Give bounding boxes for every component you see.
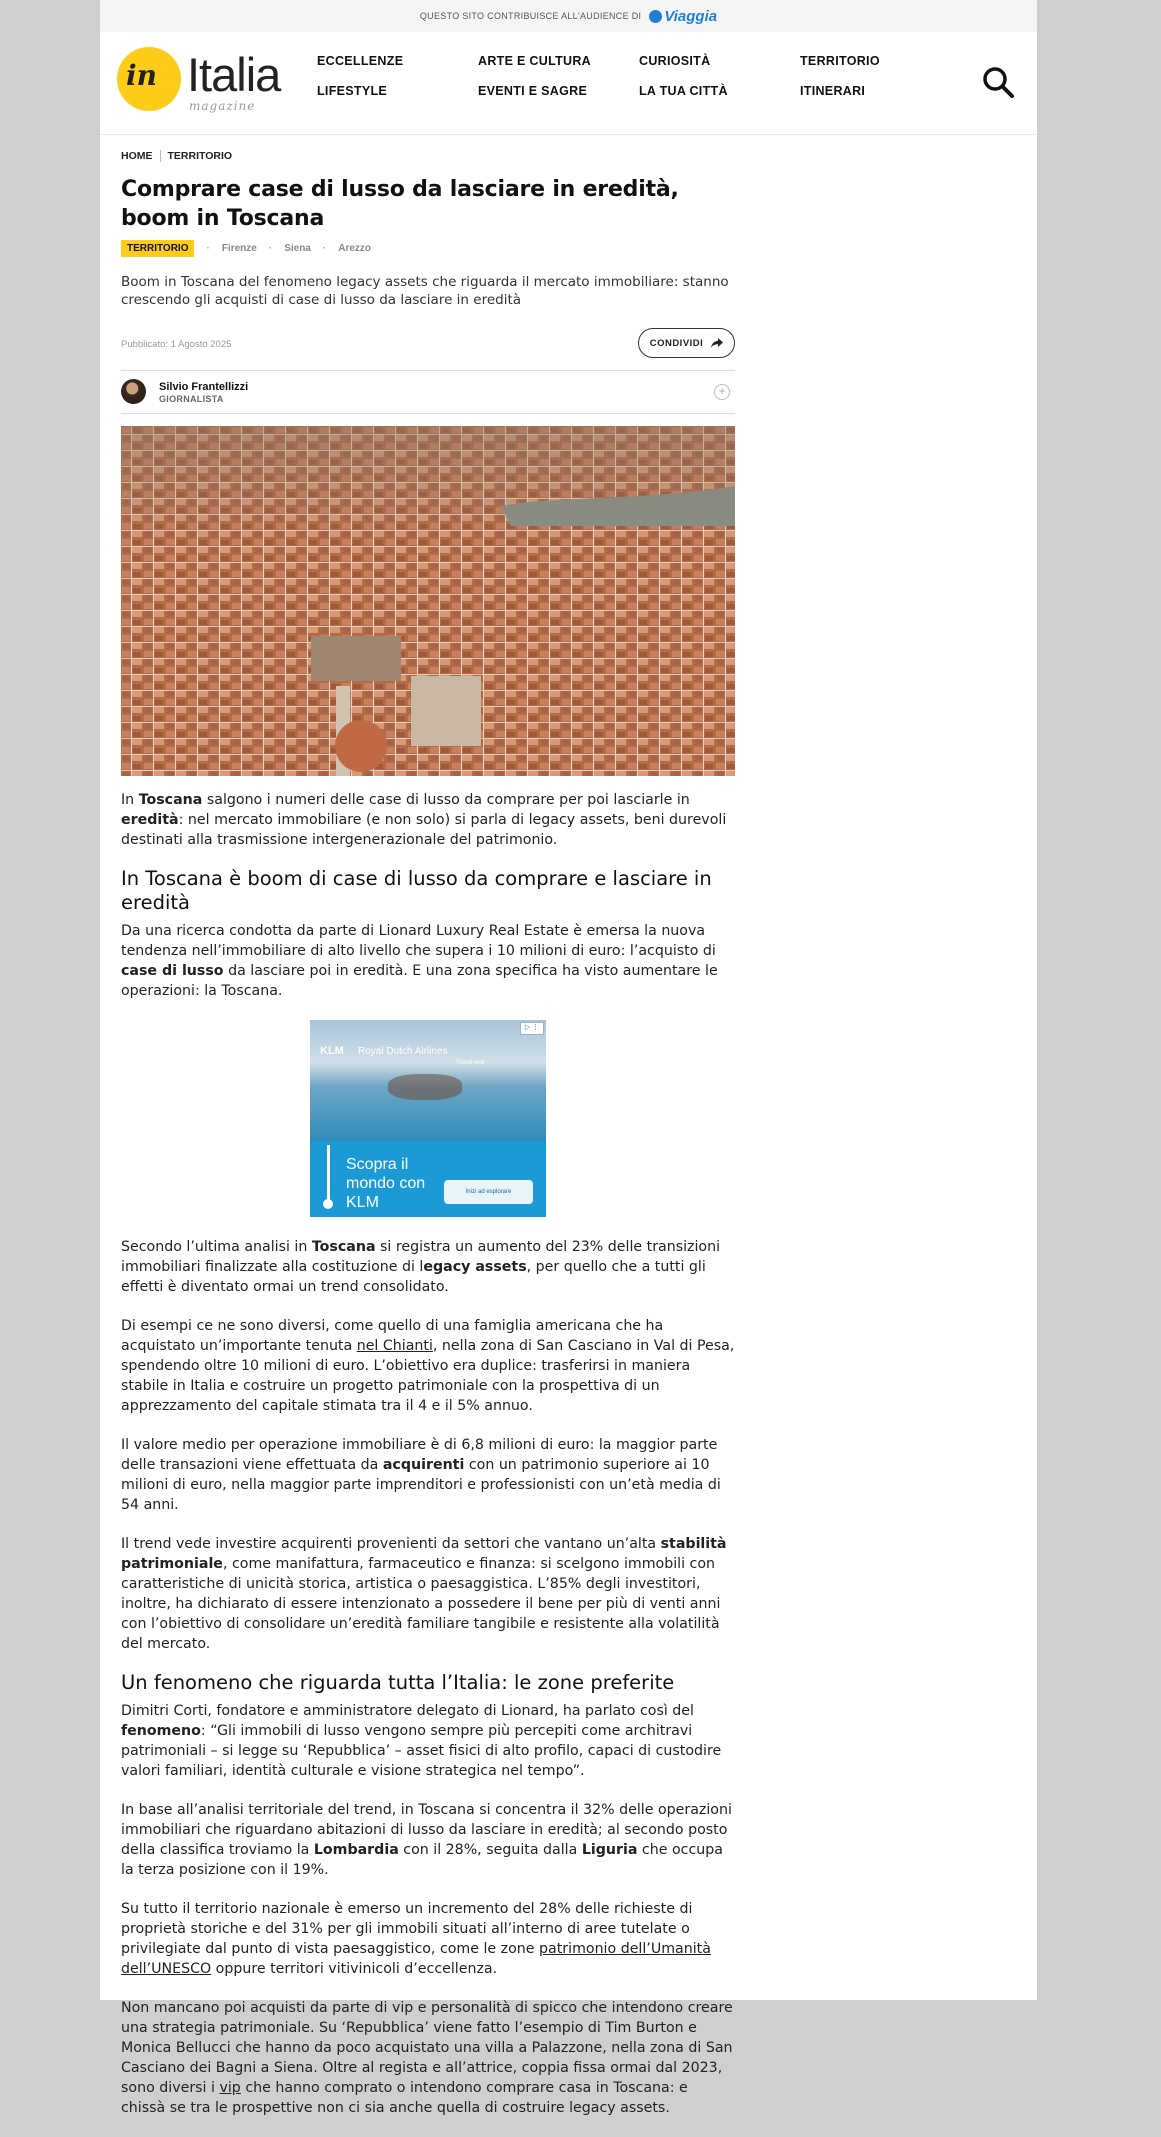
ad-swimmers bbox=[388, 1074, 462, 1100]
logo-in: in bbox=[126, 59, 157, 92]
nav-territorio[interactable]: TERRITORIO bbox=[800, 54, 880, 68]
page bbox=[100, 0, 1037, 2116]
hero-image bbox=[121, 426, 735, 776]
ad-sub: Travel well bbox=[456, 1060, 485, 1066]
section-heading: In Toscana è boom di case di lusso da comprare e lasciare in eredità bbox=[121, 867, 712, 914]
article-title: Comprare case di lusso da lasciare in eredità, boom in Toscana bbox=[121, 177, 679, 231]
nav-curiosita[interactable]: CURIOSITÀ bbox=[639, 54, 711, 68]
nav-eventi-e-sagre[interactable]: EVENTI E SAGRE bbox=[478, 84, 588, 98]
ad-dot bbox=[323, 1199, 333, 1209]
link-nel-chianti[interactable]: nel Chianti bbox=[356, 1338, 433, 1354]
site-header bbox=[100, 32, 1037, 135]
tag-arezzo[interactable]: · Arezzo bbox=[323, 243, 371, 254]
publish-row bbox=[121, 328, 735, 360]
article-body bbox=[121, 790, 735, 2118]
paragraph: Da una ricerca condotta da parte di Lionard Luxury Real Estate è emersa la nuova tendenza nell’immobiliare di alto livello che supera i 10 milioni di euro: l’acquisto di case di lusso da lasciare poi in eredità. E una zona specifica ha visto aumentare le operazioni: la Toscana. bbox=[121, 923, 718, 999]
logo-tagline: magazine bbox=[189, 99, 256, 113]
article bbox=[121, 150, 735, 2137]
plus-icon[interactable]: + bbox=[714, 384, 730, 400]
paragraph: Non mancano poi acquisti da parte di vip e personalità di spicco che intendono creare una strategia patrimoniale. Su ‘Repubblica’ viene fatto l’esempio di Tim Burton e Monica Bellucci che hanno da poco acquistato una villa a Palazzone, nella zona di San Casciano dei Bagni a Siena. Oltre al regista e all’attrice, coppia fissa ormai dal 2023, sono diversi i vip che hanno comprato o intendono comprare casa in Toscana: e chissà se tra le prospettive non ci sia anche quella di costruire legacy assets. bbox=[121, 2000, 733, 2116]
article-lead: Boom in Toscana del fenomeno legacy assets che riguarda il mercato immobiliare: stanno crescendo gli acquisti di case di lusso da lasciare in eredità bbox=[121, 274, 729, 308]
ad-cta-button[interactable]: Inizi ad esplorare bbox=[444, 1180, 533, 1204]
ad-line bbox=[327, 1145, 330, 1203]
nav-lifestyle[interactable]: LIFESTYLE bbox=[317, 84, 388, 98]
paragraph: Il valore medio per operazione immobiliare è di 6,8 milioni di euro: la maggior parte delle transazioni viene effettuata da acquirenti con un patrimonio superiore ai 10 milioni di euro, nella maggior parte imprenditori e professionisti con un’età media di 54 anni. bbox=[121, 1437, 721, 1513]
main-nav bbox=[317, 54, 961, 98]
nav-arte-e-cultura[interactable]: ARTE E CULTURA bbox=[478, 54, 591, 68]
paragraph: Di esempi ce ne sono diversi, come quello di una famiglia americana che ha acquistato un’importante tenuta nel Chianti, nella zona di San Casciano in Val di Pesa, spendendo oltre 10 milioni di euro. L’obiettivo era duplice: trasferirsi in maniera stabile in Italia e costruire un progetto patrimoniale con la prospettiva di un apprezzamento del capitale stimata tra il 4 e il 5% annuo. bbox=[121, 1318, 735, 1414]
klm-ad-banner[interactable] bbox=[310, 1020, 546, 1217]
paragraph: In Toscana salgono i numeri delle case di lusso da comprare per poi lasciarle in eredità: nel mercato immobiliare (e non solo) si parla di legacy assets, beni durevoli destinati alla trasmissione intergenerazionale del patrimonio. bbox=[121, 792, 727, 848]
article-tags bbox=[121, 240, 735, 257]
avatar[interactable] bbox=[121, 379, 146, 404]
breadcrumb bbox=[121, 150, 735, 162]
nav-la-tua-citta[interactable]: LA TUA CITTÀ bbox=[639, 84, 728, 98]
breadcrumb-divider bbox=[160, 150, 161, 162]
share-button[interactable] bbox=[638, 328, 735, 358]
search-icon[interactable] bbox=[981, 65, 1015, 99]
viaggia-logo[interactable]: Viaggia bbox=[649, 8, 717, 25]
viaggia-logo-icon bbox=[649, 10, 662, 23]
author-role: GIORNALISTA bbox=[159, 394, 224, 404]
author-box bbox=[121, 370, 735, 414]
paragraph: Dimitri Corti, fondatore e amministratore delegato di Lionard, ha parlato così del fenomeno: “Gli immobili di lusso vengono sempre più percepiti come architravi patrimoniali – si legge su ‘Repubblica’ – asset fisici di alto profilo, capaci di custodire valori familiari, identità culturale e visione strategica nel tempo”. bbox=[121, 1703, 722, 1779]
ad-airline: Royal Dutch Airlines bbox=[358, 1046, 448, 1057]
nav-itinerari[interactable]: ITINERARI bbox=[800, 84, 866, 98]
publish-date: Pubblicato: 1 Agosto 2025 bbox=[121, 339, 232, 350]
paragraph: Su tutto il territorio nazionale è emerso un incremento del 28% delle richieste di proprietà storiche e del 31% per gli immobili situati all’interno di aree tutelate o privilegiate dal punto di vista paesaggistico, come le zone patrimonio dell’Umanità dell’UNESCO oppure territori vitivinicoli d’eccellenza. bbox=[121, 1901, 711, 1977]
audience-text: QUESTO SITO CONTRIBUISCE ALL'AUDIENCE DI bbox=[419, 11, 642, 21]
link-unesco[interactable]: patrimonio dell’Umanità dell’UNESCO bbox=[121, 1941, 711, 1977]
paragraph: Secondo l’ultima analisi in Toscana si registra un aumento del 23% delle transizioni immobiliari finalizzate alla costituzione di legacy assets, per quello che a tutti gli effetti è diventato ormai un trend consolidato. bbox=[121, 1239, 721, 1295]
share-label: CONDIVIDI bbox=[649, 337, 704, 349]
tag-firenze[interactable]: · Firenze bbox=[206, 243, 256, 254]
audience-bar bbox=[100, 0, 1037, 32]
breadcrumb-home[interactable]: HOME bbox=[121, 150, 153, 162]
ad-slogan: Scopra il mondo con KLM bbox=[346, 1156, 426, 1211]
nav-eccellenze[interactable]: ECCELLENZE bbox=[317, 54, 404, 68]
logo-italia: Italia bbox=[187, 48, 281, 101]
author-name[interactable]: Silvio Frantellizzi bbox=[159, 381, 249, 393]
category-badge[interactable]: TERRITORIO bbox=[121, 240, 194, 257]
share-arrow-icon bbox=[711, 338, 723, 348]
paragraph: Il trend vede investire acquirenti provenienti da settori che vantano un’alta stabilità patrimoniale, come manifattura, farmaceutico e finanza: si scelgono immobili con caratteristiche di unicità storica, artistica o paesaggistica. L’85% degli investitori, inoltre, ha dichiarato di essere intenzionato a possedere il bene per più di venti anni con l’obiettivo di consolidare un’eredità familiare tangibile e resistente alla volatilità del mercato. bbox=[121, 1536, 727, 1652]
paragraph: In base all’analisi territoriale del trend, in Toscana si concentra il 32% delle operazioni immobiliari che riguardano abitazioni di lusso da lasciare in eredità; al secondo posto della classifica troviamo la Lombardia con il 28%, seguita dalla Liguria che occupa la terza posizione con il 19%. bbox=[121, 1802, 732, 1878]
site-logo[interactable] bbox=[117, 47, 297, 122]
section-heading: Un fenomeno che riguarda tutta l’Italia: le zone preferite bbox=[121, 1671, 675, 1694]
tag-siena[interactable]: · Siena bbox=[269, 243, 311, 254]
ad-brand: KLM bbox=[320, 1045, 344, 1057]
adchoices-icon[interactable]: ▷ ⋮ bbox=[520, 1022, 544, 1035]
link-vip[interactable]: vip bbox=[219, 2080, 241, 2096]
breadcrumb-territorio[interactable]: TERRITORIO bbox=[167, 150, 233, 162]
